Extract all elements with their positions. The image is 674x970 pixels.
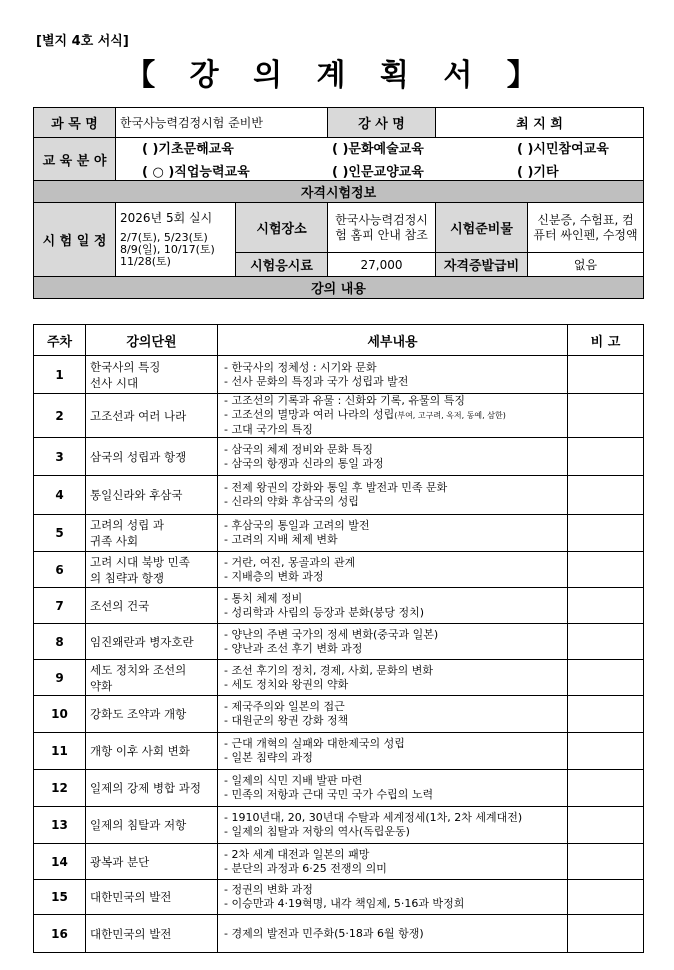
remarks-cell — [568, 356, 644, 394]
lecture-unit: 대한민국의 발전 — [86, 880, 218, 915]
lecture-unit: 고려의 성립 과 귀족 사회 — [86, 515, 218, 552]
detail-text: - 통치 체제 정비 — [224, 591, 303, 605]
course-info-table — [33, 107, 644, 299]
lecture-details — [218, 515, 568, 552]
detail-text: - 한국사의 정체성 : 시기와 문화 — [224, 360, 377, 374]
detail-text: - 신라의 약화 후삼국의 성립 — [224, 495, 359, 508]
table-row — [34, 356, 644, 394]
table-row — [34, 438, 644, 476]
detail-line — [224, 592, 563, 606]
detail-text: - 분단의 과정과 6·25 전쟁의 의미 — [224, 861, 387, 875]
lecture-unit: 세도 정치와 조선의 약화 — [86, 660, 218, 696]
table-row — [34, 915, 644, 953]
schedule-date: 8/9(일), 10/17(토) — [120, 242, 215, 256]
detail-line — [224, 606, 563, 620]
col-details: 세부내용 — [218, 325, 568, 356]
detail-line — [224, 519, 563, 533]
detail-text: - 1910년대, 20, 30년대 수탈과 세계정세(1차, 2차 세계대전) — [224, 811, 523, 824]
lecture-unit: 한국사의 특징 선사 시대 — [86, 356, 218, 394]
remarks-cell — [568, 515, 644, 552]
week-number: 6 — [34, 552, 86, 588]
lecture-details — [218, 844, 568, 880]
detail-line — [224, 825, 563, 839]
detail-line — [224, 408, 563, 423]
detail-line — [224, 678, 563, 692]
detail-text: - 양난의 주변 국가의 정세 변화(중국과 일본) — [224, 627, 439, 641]
detail-line — [224, 700, 563, 714]
detail-line — [224, 883, 563, 897]
table-row — [34, 733, 644, 770]
field-option: ( ○ )직업능력교육 — [142, 165, 250, 180]
col-unit: 강의단원 — [86, 325, 218, 356]
detail-text: - 일제의 식민 지배 발판 마련 — [224, 774, 363, 787]
detail-line — [224, 556, 563, 570]
content-header: 강의 내용 — [34, 277, 644, 299]
week-number: 15 — [34, 880, 86, 915]
schedule-date: 2/7(토), 5/23(토) — [120, 230, 208, 244]
detail-text: - 정권의 변화 과정 — [224, 883, 313, 896]
schedule-value — [116, 203, 236, 277]
remarks-cell — [568, 844, 644, 880]
detail-line — [224, 862, 563, 876]
detail-line — [224, 664, 563, 678]
remarks-cell — [568, 733, 644, 770]
subject-value: 한국사능력검정시험 준비반 — [116, 108, 328, 138]
schedule-date: 11/28(토) — [120, 254, 171, 268]
remarks-cell — [568, 770, 644, 807]
table-row — [34, 515, 644, 552]
lecture-unit: 일제의 강제 병합 과정 — [86, 770, 218, 807]
table-row — [34, 770, 644, 807]
detail-note: (부여, 고구려, 옥저, 동예, 삼한) — [394, 411, 506, 420]
detail-text: - 고조선의 멸망과 여러 나라의 성립 — [224, 408, 395, 421]
field-option: ( )기초문해교육 — [142, 142, 234, 157]
detail-line — [224, 481, 563, 495]
week-number: 9 — [34, 660, 86, 696]
fee-value: 27,000 — [328, 253, 436, 277]
detail-text: - 근대 개혁의 실패와 대한제국의 성립 — [224, 737, 405, 750]
remarks-cell — [568, 660, 644, 696]
table-row — [34, 476, 644, 515]
lecture-unit: 통일신라와 후삼국 — [86, 476, 218, 515]
week-number: 12 — [34, 770, 86, 807]
detail-text: - 지배층의 변화 과정 — [224, 569, 324, 583]
remarks-cell — [568, 696, 644, 733]
detail-text: - 삼국의 항쟁과 신라의 통일 과정 — [224, 456, 384, 470]
field-label: 교 육 분 야 — [34, 138, 116, 181]
remarks-cell — [568, 807, 644, 844]
week-number: 2 — [34, 394, 86, 438]
lecture-content-table — [33, 324, 644, 953]
lecture-unit: 임진왜란과 병자호란 — [86, 624, 218, 660]
instructor-value: 최 지 희 — [436, 108, 644, 138]
detail-line — [224, 751, 563, 765]
remarks-cell — [568, 438, 644, 476]
detail-text: - 거란, 여진, 몽골과의 관계 — [224, 555, 356, 569]
lecture-unit: 고려 시대 북방 민족 의 침략과 항쟁 — [86, 552, 218, 588]
lecture-details — [218, 660, 568, 696]
detail-line — [224, 927, 563, 941]
detail-text: - 고대 국가의 특징 — [224, 423, 313, 436]
detail-line — [224, 714, 563, 728]
week-number: 8 — [34, 624, 86, 660]
week-number: 10 — [34, 696, 86, 733]
lecture-details — [218, 733, 568, 770]
detail-text: - 경제의 발전과 민주화(5·18과 6월 항쟁) — [224, 926, 424, 940]
detail-line — [224, 423, 563, 437]
venue-label: 시험장소 — [236, 203, 328, 253]
subject-label: 과 목 명 — [34, 108, 116, 138]
week-number: 13 — [34, 807, 86, 844]
schedule-label: 시 험 일 정 — [34, 203, 116, 277]
table-row — [34, 624, 644, 660]
lecture-details — [218, 356, 568, 394]
detail-text: - 세도 정치와 왕권의 약화 — [224, 677, 349, 691]
document-title: 【 강 의 계 획 서 】 — [125, 58, 549, 93]
table-row — [34, 394, 644, 438]
table-row — [34, 552, 644, 588]
col-remarks: 비 고 — [568, 325, 644, 356]
detail-text: - 이승만과 4·19혁명, 내각 책임제, 5·16과 박정희 — [224, 897, 465, 910]
detail-line — [224, 788, 563, 802]
lecture-unit: 일제의 침탈과 저항 — [86, 807, 218, 844]
detail-line — [224, 897, 563, 911]
detail-line — [224, 628, 563, 642]
lecture-details — [218, 588, 568, 624]
detail-line — [224, 570, 563, 584]
detail-line — [224, 533, 563, 547]
lecture-details — [218, 915, 568, 953]
table-row — [34, 880, 644, 915]
field-option: ( )문화예술교육 — [332, 142, 424, 157]
detail-text: - 제국주의와 일본의 접근 — [224, 700, 345, 713]
week-number: 7 — [34, 588, 86, 624]
lecture-details — [218, 552, 568, 588]
lecture-details — [218, 696, 568, 733]
schedule-main: 2026년 5회 실시 — [120, 210, 213, 225]
prep-value: 신분증, 수험표, 컴퓨터 싸인펜, 수정액 — [528, 203, 644, 253]
week-number: 16 — [34, 915, 86, 953]
venue-value: 한국사능력검정시험 홈피 안내 참조 — [328, 203, 436, 253]
form-number: [별지 4호 서식] — [36, 34, 129, 49]
lecture-unit: 개항 이후 사회 변화 — [86, 733, 218, 770]
table-row — [34, 696, 644, 733]
prep-label: 시험준비물 — [436, 203, 528, 253]
cert-info-header: 자격시험정보 — [34, 181, 644, 203]
detail-text: - 일본 침략의 과정 — [224, 751, 313, 764]
remarks-cell — [568, 880, 644, 915]
fee-label: 시험응시료 — [236, 253, 328, 277]
detail-text: - 삼국의 체제 정비와 문화 특징 — [224, 442, 373, 456]
lecture-unit: 조선의 건국 — [86, 588, 218, 624]
week-number: 14 — [34, 844, 86, 880]
detail-text: - 일제의 침탈과 저항의 역사(독립운동) — [224, 825, 410, 838]
week-number: 5 — [34, 515, 86, 552]
lecture-details — [218, 770, 568, 807]
table-row — [34, 660, 644, 696]
detail-text: - 민족의 저항과 근대 국민 국가 수립의 노력 — [224, 788, 434, 801]
week-number: 11 — [34, 733, 86, 770]
detail-text: - 고조선의 기록과 유물 : 신화와 기록, 유물의 특징 — [224, 394, 466, 407]
detail-text: - 조선 후기의 정치, 경제, 사회, 문화의 변화 — [224, 663, 433, 677]
detail-text: - 전제 왕권의 강화와 통일 후 발전과 민족 문화 — [224, 481, 448, 494]
remarks-cell — [568, 394, 644, 438]
instructor-label: 강 사 명 — [328, 108, 436, 138]
lecture-unit: 고조선과 여러 나라 — [86, 394, 218, 438]
detail-text: - 선사 문화의 특징과 국가 성립과 발전 — [224, 374, 409, 388]
detail-line — [224, 737, 563, 751]
lecture-unit: 광복과 분단 — [86, 844, 218, 880]
lecture-unit: 대한민국의 발전 — [86, 915, 218, 953]
remarks-cell — [568, 915, 644, 953]
detail-text: - 성리학과 사림의 등장과 분화(붕당 정치) — [224, 605, 425, 619]
detail-line — [224, 811, 563, 825]
lecture-details — [218, 624, 568, 660]
detail-line — [224, 457, 563, 471]
detail-line — [224, 774, 563, 788]
lecture-details — [218, 880, 568, 915]
detail-text: - 대원군의 왕권 강화 정책 — [224, 714, 349, 727]
lecture-details — [218, 807, 568, 844]
detail-line — [224, 375, 563, 389]
table-row — [34, 844, 644, 880]
field-option: ( )시민참여교육 — [517, 142, 609, 157]
lecture-details — [218, 438, 568, 476]
detail-line — [224, 394, 563, 408]
week-number: 4 — [34, 476, 86, 515]
lecture-unit: 강화도 조약과 개항 — [86, 696, 218, 733]
field-option: ( )기타 — [517, 165, 559, 180]
col-week: 주차 — [34, 325, 86, 356]
detail-text: - 양난과 조선 후기 변화 과정 — [224, 641, 363, 655]
detail-line — [224, 361, 563, 375]
detail-line — [224, 443, 563, 457]
field-option: ( )인문교양교육 — [332, 165, 424, 180]
remarks-cell — [568, 552, 644, 588]
detail-text: - 후삼국의 통일과 고려의 발전 — [224, 519, 370, 532]
detail-line — [224, 848, 563, 862]
table-row — [34, 588, 644, 624]
cert-fee-value: 없음 — [528, 253, 644, 277]
detail-text: - 고려의 지배 체제 변화 — [224, 533, 338, 546]
detail-line — [224, 642, 563, 656]
field-options — [116, 138, 644, 181]
week-number: 1 — [34, 356, 86, 394]
remarks-cell — [568, 476, 644, 515]
lecture-unit: 삼국의 성립과 항쟁 — [86, 438, 218, 476]
detail-text: - 2차 세계 대전과 일본의 패망 — [224, 847, 370, 861]
table-row — [34, 807, 644, 844]
lecture-details — [218, 476, 568, 515]
lecture-details — [218, 394, 568, 438]
remarks-cell — [568, 588, 644, 624]
week-number: 3 — [34, 438, 86, 476]
remarks-cell — [568, 624, 644, 660]
detail-line — [224, 495, 563, 509]
cert-fee-label: 자격증발급비 — [436, 253, 528, 277]
